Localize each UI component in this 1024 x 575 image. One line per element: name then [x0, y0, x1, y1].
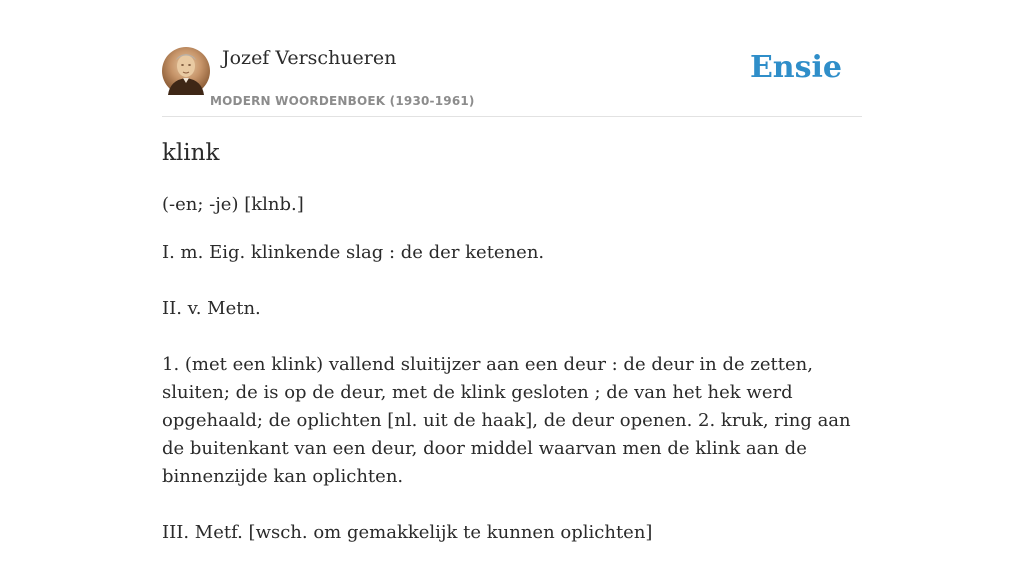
grammar-info: (-en; -je) [klnb.] [162, 194, 304, 215]
entry-header [162, 44, 862, 117]
definition-body [162, 239, 862, 575]
definition-paragraph: 1. (met een klink) vallend sluitijzer aan een deur : de deur in de zetten, sluiten; de is op de deur, met de klink gesloten ; de van het hek werd opgehaald; de oplichten [nl. uit de haak], de deur openen. 2. kruk, ring aan de buitenkant van een deur, door middel waarvan men de klink aan de binnenzijde kan oplichten. [162, 354, 851, 487]
brand-logo[interactable]: Ensie [749, 50, 842, 85]
headword: klink [162, 140, 220, 166]
definition-paragraph: III. Metf. [wsch. om gemakkelijk te kunnen oplichten] [162, 522, 653, 543]
author-avatar[interactable] [162, 47, 210, 95]
author-portrait-icon [162, 47, 210, 95]
definition-paragraph: I. m. Eig. klinkende slag : de der ketenen. [162, 242, 545, 263]
author-name[interactable]: Jozef Verschueren [222, 47, 397, 69]
source-title[interactable]: MODERN WOORDENBOEK (1930-1961) [210, 94, 475, 108]
definition-paragraph: II. v. Metn. [162, 298, 261, 319]
page [162, 0, 862, 543]
